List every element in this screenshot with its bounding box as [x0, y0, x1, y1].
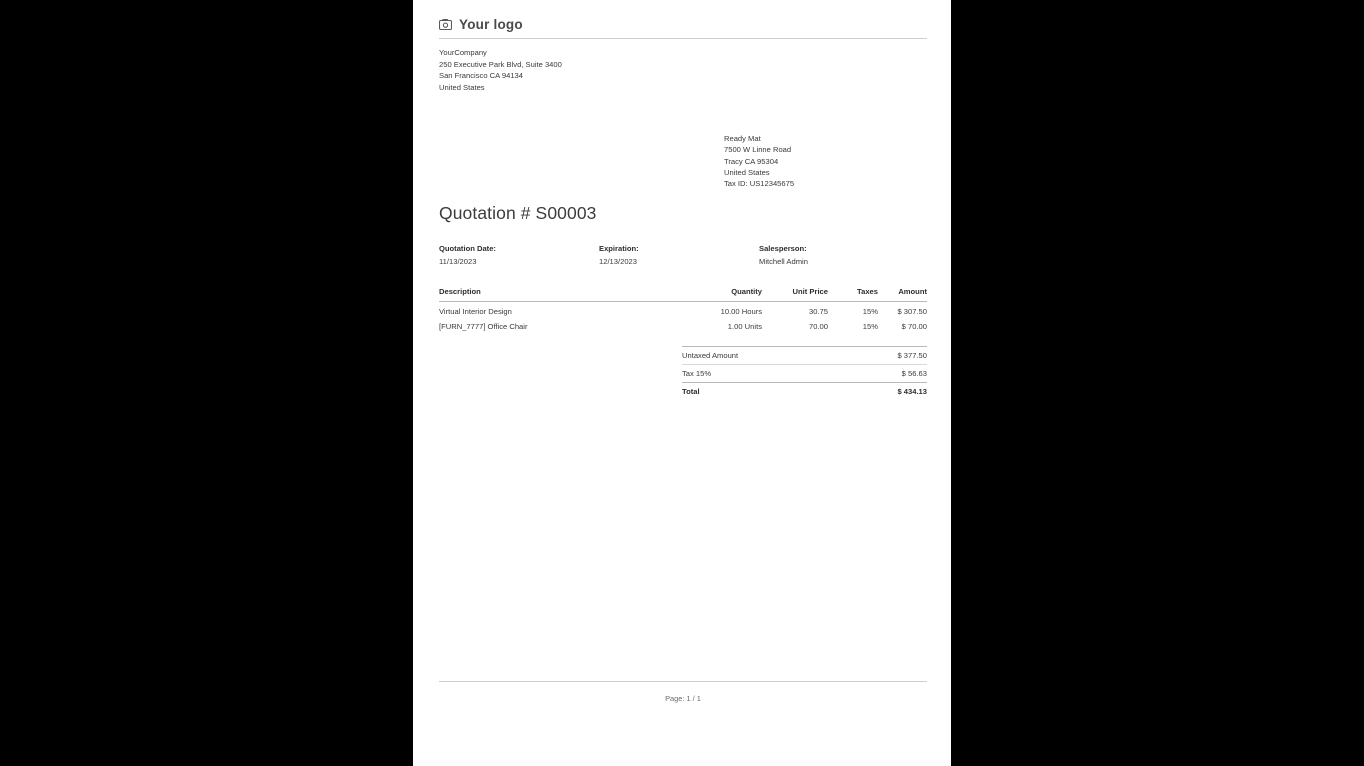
meta-quotation-date-label: Quotation Date:: [439, 244, 496, 253]
header-divider: [439, 38, 927, 39]
logo-text: Your logo: [459, 17, 523, 32]
meta-expiration-value: 12/13/2023: [599, 257, 638, 266]
meta-expiration: [599, 242, 639, 268]
company-city-state-zip: San Francisco CA 94134: [439, 71, 524, 80]
table-header-row: [439, 287, 927, 302]
meta-salesperson-value: Mitchell Admin: [759, 257, 808, 266]
column-header-quantity: Quantity: [682, 287, 762, 302]
page-title: Quotation # S00003: [439, 203, 597, 223]
untaxed-value: $ 377.50: [843, 347, 928, 365]
cell-taxes: 15%: [862, 307, 878, 316]
cell-taxes: 15%: [862, 322, 878, 331]
cell-amount: $ 307.50: [897, 307, 927, 316]
meta-salesperson: [759, 242, 808, 268]
order-lines-table: [439, 287, 927, 332]
document-page: [413, 0, 951, 766]
tax-value: $ 56.63: [843, 365, 928, 383]
customer-address-block: [724, 133, 794, 189]
totals-row-tax: [682, 365, 927, 383]
total-label: Total: [682, 387, 700, 396]
untaxed-label: Untaxed Amount: [682, 347, 843, 365]
cell-description: [FURN_7777] Office Chair: [439, 322, 528, 331]
cell-description: Virtual Interior Design: [439, 307, 512, 316]
customer-tax-id: Tax ID: US12345675: [724, 179, 795, 189]
column-header-description: Description: [439, 287, 682, 302]
totals-table: [682, 346, 927, 400]
page-number: Page: 1 / 1: [665, 694, 701, 703]
company-name: YourCompany: [439, 48, 487, 57]
totals-row-total: [682, 383, 927, 401]
customer-name: Ready Mat: [724, 134, 761, 143]
tax-label: Tax 15%: [682, 365, 843, 383]
document-body: [439, 0, 927, 766]
footer-divider: [439, 681, 927, 682]
image-placeholder-icon: [439, 19, 452, 30]
column-header-unit-price: Unit Price: [762, 287, 828, 302]
company-address-block: [439, 47, 927, 93]
table-row: [439, 317, 927, 332]
cell-unit-price: 70.00: [808, 322, 828, 331]
column-header-amount: Amount: [878, 287, 927, 302]
company-country: United States: [439, 82, 485, 92]
customer-street: 7500 W Linne Road: [724, 145, 792, 155]
column-header-taxes: Taxes: [828, 287, 878, 302]
meta-quotation-date: [439, 242, 496, 268]
meta-expiration-label: Expiration:: [599, 244, 639, 253]
cell-unit-price: 30.75: [808, 307, 828, 316]
cell-quantity: 10.00 Hours: [720, 307, 762, 316]
cell-amount: $ 70.00: [901, 322, 927, 331]
totals-row-untaxed: [682, 347, 927, 365]
company-street: 250 Executive Park Blvd, Suite 3400: [439, 59, 562, 69]
total-value: $ 434.13: [897, 387, 927, 396]
meta-salesperson-label: Salesperson:: [759, 244, 807, 253]
customer-city-state-zip: Tracy CA 95304: [724, 156, 779, 166]
customer-country: United States: [724, 167, 770, 177]
table-row: [439, 302, 927, 318]
meta-quotation-date-value: 11/13/2023: [439, 257, 477, 266]
document-header: [439, 0, 927, 38]
cell-quantity: 1.00 Units: [727, 322, 762, 331]
